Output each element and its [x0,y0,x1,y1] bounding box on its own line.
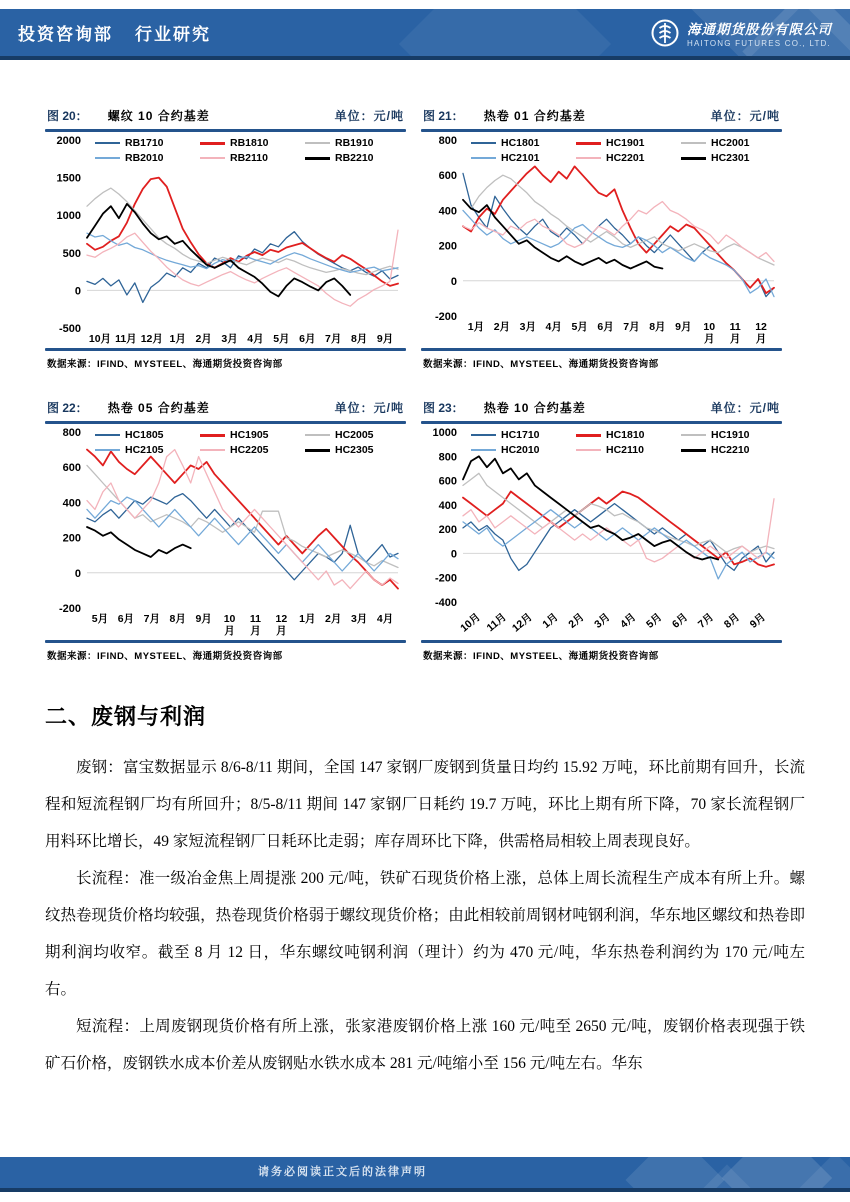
svg-text:5月: 5月 [91,613,109,625]
legend-label: HC1710 [501,429,540,441]
company-name-cn: 海通期货股份有限公司 [687,21,832,37]
svg-text:10月: 10月 [458,611,483,635]
legend-label: HC2201 [606,152,645,164]
legend-label: HC2210 [711,444,750,456]
svg-text:11月: 11 月 [729,321,741,345]
plot-area [45,134,406,346]
svg-text:600: 600 [438,170,457,183]
svg-text:3月: 3月 [519,321,536,333]
legend-item [305,444,406,456]
chart-legend [471,429,782,456]
plot-area [45,426,406,638]
svg-text:2月: 2月 [566,611,587,631]
legend-line-swatch [471,142,496,144]
legend-item [95,152,196,164]
legend-item [200,444,301,456]
legend-line-swatch [681,157,706,160]
footer-bar [0,1157,850,1188]
legend-item [681,444,782,456]
legend-line-swatch [305,142,330,144]
chart-plot [421,134,782,346]
legend-line-swatch [576,157,601,159]
svg-text:1月: 1月 [467,321,485,333]
svg-text:9月: 9月 [675,321,692,333]
svg-text:800: 800 [62,427,81,439]
legend-line-swatch [681,142,706,144]
legend-label: HC2205 [230,444,269,456]
chart-block-fig20 [45,104,406,372]
legend-line-swatch [95,157,120,159]
data-source-note: 数据来源：IFIND、MYSTEEL、海通期货投资咨询部 [423,359,659,370]
chart-unit: 单位：元/吨 [710,401,780,415]
haitong-logo-icon [650,18,680,48]
chart-unit: 单位：元/吨 [710,109,780,123]
report-body [45,700,805,1082]
legend-item [471,444,572,456]
header-bar [0,9,850,56]
svg-text:4月: 4月 [247,333,264,345]
legend-item [576,152,677,164]
svg-text:1500: 1500 [56,172,81,185]
paragraph-long-process: 长流程：准一级冶金焦上周提涨 200 元/吨，铁矿石现货价格上涨，总体上周长流程生产成本有所上升。螺纹热卷现货价格均较强，热卷现货价格弱于螺纹现货价格；由此相较前周钢材吨钢利润，华东地区螺纹和热卷即期利润均收窄。截至 8 月 12 日，华东螺纹吨钢利润（理计）约为 470 元/吨，华东热卷利润约为 170 元/吨左右。 [45,870,805,998]
legend-label: HC1901 [606,137,645,149]
svg-text:5月: 5月 [644,611,665,631]
chart-plot [45,426,406,638]
svg-text:2000: 2000 [56,135,81,147]
legend-line-swatch [305,157,330,160]
chart-title: 螺纹 10 合约基差 [107,109,210,123]
svg-text:8月: 8月 [721,611,743,631]
svg-text:12月: 12 月 [755,321,767,345]
chart-plot [45,134,406,346]
legend-item [200,429,301,441]
svg-text:10月: 10月 [88,333,112,345]
svg-text:4月: 4月 [618,611,639,631]
legend-item [305,429,406,441]
chart-block-fig21 [421,104,782,372]
svg-text:400: 400 [62,497,81,510]
legend-label: HC2001 [711,137,750,149]
svg-text:9月: 9月 [747,611,768,631]
svg-text:-200: -200 [434,311,457,323]
legend-line-swatch [471,434,496,436]
legend-line-swatch [95,449,120,451]
svg-text:8月: 8月 [169,613,186,625]
legend-label: RB1810 [230,137,269,149]
svg-text:12月: 12月 [510,611,535,635]
svg-text:1月: 1月 [540,611,561,631]
legend-label: RB2110 [230,152,268,164]
chart-legend [95,429,406,456]
svg-text:1000: 1000 [432,427,457,439]
legend-label: HC1805 [125,429,164,441]
svg-text:7月: 7月 [695,611,717,631]
legal-disclaimer: 请务必阅读正文后的法律声明 [258,1166,427,1178]
svg-text:8月: 8月 [649,321,666,333]
legend-label: RB2010 [125,152,164,164]
svg-text:500: 500 [62,247,81,260]
svg-text:3月: 3月 [221,333,238,345]
chart-unit: 单位：元/吨 [334,401,404,415]
legend-item [95,429,196,441]
header-department [18,20,211,45]
svg-text:2月: 2月 [493,321,511,333]
svg-text:11月: 11月 [484,611,509,635]
svg-text:0: 0 [450,275,457,288]
chart-legend [471,137,782,164]
legend-item [576,444,677,456]
chart-title: 热卷 10 合约基差 [483,401,586,415]
svg-text:-400: -400 [434,597,457,609]
legend-label: HC2101 [501,152,540,164]
svg-text:800: 800 [438,451,457,464]
legend-item [95,444,196,456]
svg-text:0: 0 [74,285,81,298]
company-name-en: HAITONG FUTURES CO., LTD. [687,38,831,48]
legend-item [576,429,677,441]
svg-text:-200: -200 [58,603,81,615]
svg-text:6月: 6月 [117,613,135,625]
paragraph-short-process: 短流程：上周废钢现货价格有所上涨，张家港废钢价格上涨 160 元/吨至 2650 元/吨，废钢价格表现强于铁矿石价格，废钢铁水成本价差从废钢贴水铁水成本 281 元/吨缩小至 156 元/吨左右。华东 [45,1018,805,1072]
legend-line-swatch [95,142,120,144]
svg-text:7月: 7月 [325,333,342,345]
data-source-note: 数据来源：IFIND、MYSTEEL、海通期货投资咨询部 [47,651,283,662]
legend-line-swatch [200,142,225,145]
legend-label: HC2110 [606,444,644,456]
svg-text:4月: 4月 [545,321,562,333]
svg-text:200: 200 [438,240,457,253]
svg-text:10月: 10 月 [703,321,716,345]
plot-area [421,134,782,346]
legend-item [681,152,782,164]
legend-item [200,137,301,149]
svg-text:8月: 8月 [350,333,368,345]
legend-label: HC1910 [711,429,750,441]
svg-text:2月: 2月 [195,333,212,345]
svg-text:9月: 9月 [376,333,394,345]
svg-text:3月: 3月 [350,613,368,625]
legend-line-swatch [305,449,330,452]
legend-line-swatch [200,449,225,451]
svg-text:0: 0 [450,548,457,561]
legend-item [200,152,301,164]
svg-text:1000: 1000 [56,210,81,223]
svg-text:11月: 11月 [115,333,137,345]
legend-label: HC2301 [711,152,750,164]
legend-item [471,152,572,164]
chart-title: 热卷 01 合约基差 [483,109,586,123]
legend-line-swatch [95,434,120,436]
legend-label: HC1801 [501,137,540,149]
svg-text:3月: 3月 [592,611,613,631]
legend-item [681,137,782,149]
svg-text:5月: 5月 [571,321,588,333]
header-divider [0,56,850,60]
legend-item [471,137,572,149]
legend-label: HC1905 [230,429,269,441]
svg-text:2月: 2月 [325,613,342,625]
svg-text:6月: 6月 [299,333,316,345]
chart-legend [95,137,406,164]
title-rule [421,421,782,424]
svg-text:9月: 9月 [195,613,212,625]
legend-label: HC2105 [125,444,164,456]
svg-text:12月: 12月 [140,333,163,345]
legend-item [305,137,406,149]
chart-plot [421,426,782,638]
legend-line-swatch [681,434,706,436]
legend-item [681,429,782,441]
svg-text:5月: 5月 [273,333,290,345]
legend-label: RB1910 [335,137,374,149]
company-brand [650,18,832,48]
chart-block-fig23 [421,396,782,664]
legend-line-swatch [471,157,496,159]
svg-text:600: 600 [438,475,457,488]
chart-grid [45,104,782,664]
svg-text:4月: 4月 [376,613,394,625]
paragraph-scrap-steel: 废钢：富宝数据显示 8/6-8/11 期间，全国 147 家钢厂废钢到货量日均约 15.92 万吨，环比前期有回升，长流程和短流程钢厂均有所回升；8/5-8/11 期间 147 家钢厂日耗约 19.7 万吨，环比上期有所下降，70 家长流程钢厂用料环比增长，49 家短流程钢厂日耗环比走弱；库存周环比下降，供需格局相较上周表现良好。 [45,759,805,850]
legend-label: HC2005 [335,429,374,441]
legend-label: HC1810 [606,429,645,441]
legend-line-swatch [200,157,225,159]
figure-number: 图 20： [47,109,88,123]
svg-text:0: 0 [74,567,81,580]
data-source-note: 数据来源：IFIND、MYSTEEL、海通期货投资咨询部 [47,359,283,370]
svg-text:400: 400 [438,499,457,512]
chart-unit: 单位：元/吨 [334,109,404,123]
svg-text:200: 200 [62,532,81,545]
data-source-note: 数据来源：IFIND、MYSTEEL、海通期货投资咨询部 [423,651,659,662]
title-rule [421,129,782,132]
legend-item [95,137,196,149]
svg-text:600: 600 [62,462,81,475]
footer-divider [0,1188,850,1192]
title-rule [45,421,406,424]
svg-text:7月: 7月 [143,613,160,625]
svg-text:1月: 1月 [169,333,186,345]
title-rule [45,129,406,132]
legend-line-swatch [576,449,601,451]
plot-area [421,426,782,638]
legend-item [305,152,406,164]
svg-text:7月: 7月 [623,321,640,333]
svg-text:11月: 11 月 [249,613,262,637]
svg-text:200: 200 [438,524,457,537]
legend-line-swatch [471,449,496,451]
svg-text:6月: 6月 [669,611,691,631]
legend-label: RB1710 [125,137,164,149]
legend-item [471,429,572,441]
legend-item [576,137,677,149]
legend-label: HC2305 [335,444,374,456]
svg-text:10月: 10 月 [223,613,236,637]
figure-number: 图 22： [47,401,88,415]
svg-text:400: 400 [438,205,457,218]
svg-text:800: 800 [438,135,457,147]
figure-number: 图 23： [423,401,464,415]
legend-line-swatch [200,434,225,437]
legend-line-swatch [681,449,706,452]
section-heading: 二、废钢与利润 [45,704,207,729]
department-label: 投资咨询部 [18,25,113,44]
section-label: 行业研究 [135,25,211,44]
svg-text:12月: 12 月 [275,613,288,637]
svg-text:-200: -200 [434,572,457,585]
legend-line-swatch [305,434,330,436]
chart-title: 热卷 05 合约基差 [107,401,210,415]
svg-text:-500: -500 [58,323,81,335]
chart-block-fig22 [45,396,406,664]
legend-line-swatch [576,434,601,437]
legend-line-swatch [576,142,601,145]
legend-label: RB2210 [335,152,374,164]
svg-text:6月: 6月 [597,321,614,333]
svg-text:1月: 1月 [299,613,316,625]
figure-number: 图 21： [423,109,464,123]
legend-label: HC2010 [501,444,540,456]
